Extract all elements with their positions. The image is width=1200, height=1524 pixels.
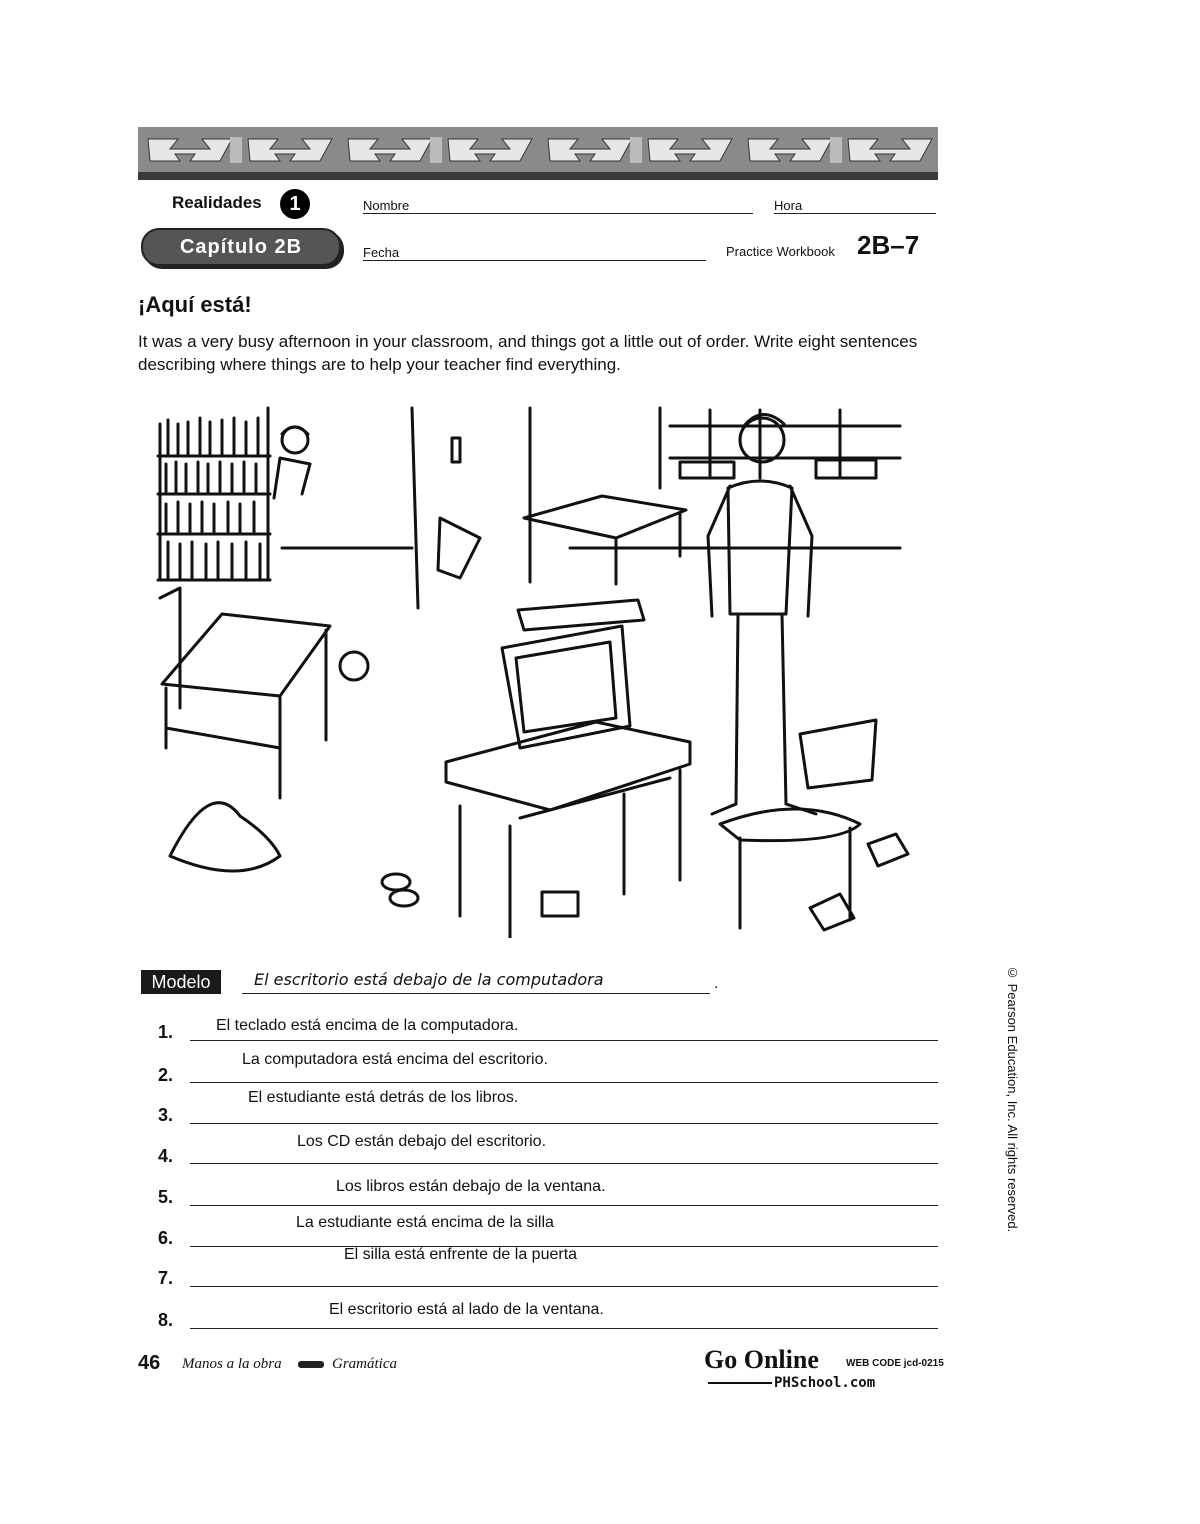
answer-number: 7. [158, 1268, 174, 1288]
web-code: WEB CODE jcd-0215 [846, 1358, 944, 1369]
answer-number: 2. [158, 1065, 174, 1085]
answer-number: 3. [158, 1105, 174, 1125]
chair-drawing [720, 720, 876, 928]
answer-number: 6. [158, 1228, 174, 1248]
door-drawing [282, 408, 530, 608]
footer-section: Gramática [332, 1356, 397, 1372]
answer-line[interactable] [190, 1163, 938, 1164]
activity-instructions: It was a very busy afternoon in your classroom, and things got a little out of order. Write eight sentences describing where things are to help your teacher find everything. [138, 332, 918, 374]
classroom-illustration [150, 398, 920, 938]
page-number: 46 [138, 1352, 161, 1374]
window-drawing [570, 408, 900, 548]
banner-shadow [138, 172, 938, 180]
banner-pattern [138, 127, 938, 173]
answer-text: El silla está enfrente de la puerta [344, 1246, 578, 1263]
answer-line[interactable] [190, 1286, 938, 1287]
series-title: Realidades [172, 193, 262, 212]
model-end-mark: . [714, 975, 719, 992]
desk-drawing [160, 588, 368, 871]
level-badge: 1 [280, 189, 310, 219]
hour-label: Hora [774, 198, 803, 213]
answer-text: Los libros están debajo de la ventana. [336, 1178, 606, 1195]
answer-text: Los CD están debajo del escritorio. [297, 1133, 547, 1150]
site-underline [708, 1382, 772, 1384]
footer-divider [298, 1361, 324, 1368]
answer-number: 8. [158, 1310, 174, 1330]
answer-text: La computadora está encima del escritorio. [242, 1051, 548, 1068]
name-label: Nombre [363, 198, 410, 213]
site-link[interactable]: PHSchool.com [774, 1375, 876, 1391]
workbook-label: Practice Workbook [726, 244, 835, 259]
answer-text: La estudiante está encima de la silla [296, 1214, 554, 1231]
go-online-logo: Go Online [704, 1345, 819, 1374]
answer-line[interactable] [190, 1040, 938, 1041]
model-tag: Modelo [141, 970, 221, 994]
answer-line[interactable] [190, 1205, 938, 1206]
bookshelf-drawing [158, 408, 270, 580]
boy-drawing [708, 414, 816, 814]
answer-line[interactable] [190, 1082, 938, 1083]
date-label: Fecha [363, 245, 400, 260]
activity-title: ¡Aquí está! [138, 292, 252, 317]
answer-line[interactable] [190, 1123, 938, 1124]
hour-field[interactable] [774, 213, 936, 214]
girl-drawing [274, 427, 310, 498]
computer-drawing [446, 600, 690, 938]
copyright-notice: © Pearson Education, Inc. All rights reserved. [1005, 965, 1020, 1233]
footer-section: Manos a la obra [182, 1356, 282, 1372]
table-drawing [524, 496, 686, 584]
model-line [242, 993, 710, 994]
answer-text: El estudiante está detrás de los libros. [248, 1089, 519, 1106]
date-field[interactable] [363, 260, 706, 261]
chapter-badge: Capítulo 2B [141, 228, 341, 266]
model-sentence: El escritorio está debajo de la computadora [254, 970, 604, 989]
answer-number: 5. [158, 1187, 174, 1207]
answer-line[interactable] [190, 1328, 938, 1329]
name-field[interactable] [363, 213, 753, 214]
answer-text: El escritorio está al lado de la ventana. [329, 1301, 604, 1318]
activity-code: 2B–7 [857, 230, 920, 260]
answer-number: 1. [158, 1022, 174, 1042]
answer-text: El teclado está encima de la computadora. [216, 1017, 519, 1034]
header-banner [138, 127, 938, 173]
answer-number: 4. [158, 1146, 174, 1166]
